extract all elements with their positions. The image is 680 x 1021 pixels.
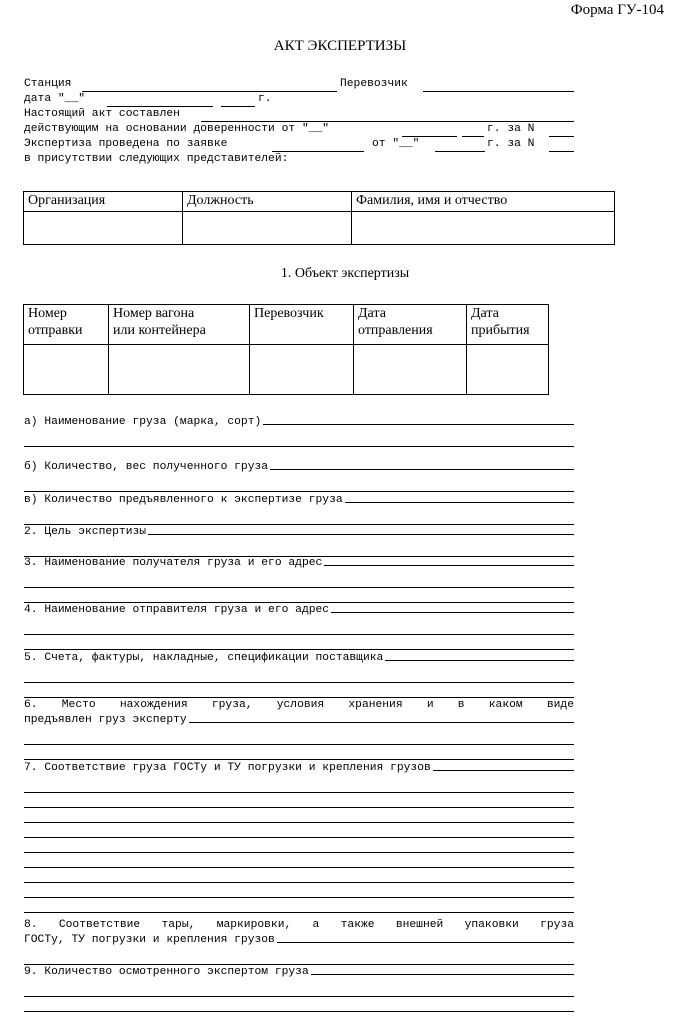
representatives-table xyxy=(23,191,615,245)
item-7-compliance: 7. Соответствие груза ГОСТу и ТУ погрузки и крепления грузов xyxy=(24,762,574,774)
organization-cell[interactable] xyxy=(24,212,183,245)
request-number2-field[interactable] xyxy=(549,151,574,152)
item-5-extra-line1[interactable] xyxy=(24,682,574,683)
column-header-organization: Организация xyxy=(24,192,183,212)
request-year-for-no-label: г. за N xyxy=(487,138,535,150)
item-3-extra-line1[interactable] xyxy=(24,587,574,588)
arrival-date-cell[interactable] xyxy=(467,345,549,395)
column-header-carrier: Перевозчик xyxy=(250,305,354,345)
item-6-extra-line2[interactable] xyxy=(24,759,574,760)
station-label: Станция xyxy=(24,78,72,90)
item-4-extra-line1[interactable] xyxy=(24,634,574,635)
item-4-field[interactable] xyxy=(331,612,574,613)
item-b-field[interactable] xyxy=(270,469,574,470)
presence-label: в присутствии следующих представителей: xyxy=(24,153,289,165)
compiled-label: Настоящий акт составлен xyxy=(24,108,180,120)
item-v-field[interactable] xyxy=(345,502,574,503)
carrier-label: Перевозчик xyxy=(340,78,408,90)
request-date-field[interactable] xyxy=(435,151,485,152)
item-7-line-9[interactable] xyxy=(24,912,574,913)
item-b-extra-line[interactable] xyxy=(24,491,574,492)
full-name-cell[interactable] xyxy=(352,212,615,245)
power-of-attorney-year-field[interactable] xyxy=(462,136,484,137)
power-of-attorney-month-field[interactable] xyxy=(402,136,457,137)
column-header-shipment-number: Номер отправки xyxy=(24,305,109,345)
item-4-sender: 4. Наименование отправителя груза и его адрес xyxy=(24,604,574,616)
wagon-number-cell[interactable] xyxy=(109,345,250,395)
item-6-location-line1: 6. Место нахождения груза, условия хранения и в каком виде xyxy=(24,699,574,711)
item-9-inspected-quantity: 9. Количество осмотренного экспертом груза xyxy=(24,966,574,978)
item-8-packaging-line2: ГОСТу, ТУ погрузки и крепления грузов xyxy=(24,934,574,946)
section-1-title: 1. Объект экспертизы xyxy=(280,266,410,281)
shipment-number-cell[interactable] xyxy=(24,345,109,395)
item-5-invoices: 5. Счета, фактуры, накладные, спецификации поставщика xyxy=(24,652,574,664)
power-of-attorney-number-field[interactable] xyxy=(549,136,574,137)
year-suffix: г. xyxy=(258,93,272,105)
item-7-line-1[interactable] xyxy=(24,792,574,793)
item-8-field[interactable] xyxy=(277,942,574,943)
object-table xyxy=(23,304,549,395)
request-from-label: от "__" xyxy=(372,138,420,150)
item-6-extra-line1[interactable] xyxy=(24,744,574,745)
item-3-extra-line2[interactable] xyxy=(24,602,574,603)
item-7-line-7[interactable] xyxy=(24,882,574,883)
item-6-location-line2: предъявлен груз эксперту xyxy=(24,714,574,726)
date-year-field[interactable] xyxy=(221,106,255,107)
station-field[interactable] xyxy=(82,91,337,92)
column-header-arrival-date: Дата прибытия xyxy=(467,305,549,345)
item-7-line-8[interactable] xyxy=(24,897,574,898)
acting-label: действующим на основании доверенности от "__" xyxy=(24,123,330,135)
item-8-packaging-line1: 8. Соответствие тары, маркировки, а также внешней упаковки груза xyxy=(24,919,574,931)
item-7-line-5[interactable] xyxy=(24,852,574,853)
item-9-extra-line2[interactable] xyxy=(24,1011,574,1012)
column-header-position: Должность xyxy=(183,192,352,212)
item-3-field[interactable] xyxy=(324,565,574,566)
carrier-field[interactable] xyxy=(423,91,574,92)
item-7-line-4[interactable] xyxy=(24,837,574,838)
form-number: Форма ГУ-104 xyxy=(570,2,664,18)
item-9-field[interactable] xyxy=(311,974,574,975)
item-7-line-3[interactable] xyxy=(24,822,574,823)
item-v-presented-quantity: в) Количество предъявленного к экспертизе груза xyxy=(24,494,574,506)
item-5-extra-line2[interactable] xyxy=(24,697,574,698)
request-label: Экспертиза проведена по заявке xyxy=(24,138,228,150)
compiled-by-field[interactable] xyxy=(201,121,574,122)
request-number-field[interactable] xyxy=(272,151,364,152)
carrier-cell[interactable] xyxy=(250,345,354,395)
item-7-line-6[interactable] xyxy=(24,867,574,868)
position-cell[interactable] xyxy=(183,212,352,245)
column-header-full-name: Фамилия, имя и отчество xyxy=(352,192,615,212)
item-2-field[interactable] xyxy=(148,534,574,535)
item-7-line-2[interactable] xyxy=(24,807,574,808)
item-a-field[interactable] xyxy=(263,424,574,425)
document-title: АКТ ЭКСПЕРТИЗЫ xyxy=(273,38,407,54)
date-label: дата "__" xyxy=(24,93,86,105)
column-header-wagon-number: Номер вагона или контейнера xyxy=(109,305,250,345)
date-month-field[interactable] xyxy=(107,106,213,107)
item-8-extra-line[interactable] xyxy=(24,964,574,965)
item-2-purpose: 2. Цель экспертизы xyxy=(24,526,574,538)
item-4-extra-line2[interactable] xyxy=(24,649,574,650)
item-9-extra-line1[interactable] xyxy=(24,996,574,997)
item-a-cargo-name: а) Наименование груза (марка, сорт) xyxy=(24,416,574,428)
item-3-recipient: 3. Наименование получателя груза и его адрес xyxy=(24,557,574,569)
item-5-field[interactable] xyxy=(385,660,574,661)
item-b-cargo-quantity: б) Количество, вес полученного груза xyxy=(24,461,574,473)
item-a-extra-line[interactable] xyxy=(24,446,574,447)
year-for-no-label: г. за N xyxy=(487,123,535,135)
item-v-extra-line[interactable] xyxy=(24,524,574,525)
item-7-field[interactable] xyxy=(433,770,574,771)
departure-date-cell[interactable] xyxy=(354,345,467,395)
column-header-departure-date: Дата отправления xyxy=(354,305,467,345)
item-6-field[interactable] xyxy=(189,722,574,723)
